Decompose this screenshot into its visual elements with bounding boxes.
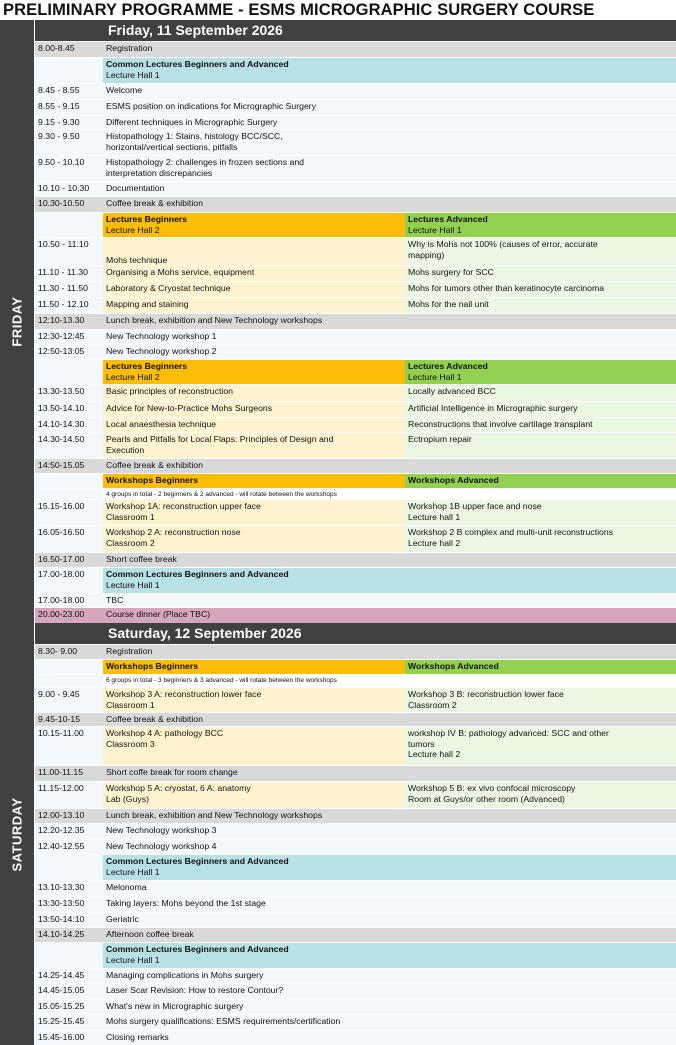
session-cell xyxy=(103,766,676,781)
schedule-row xyxy=(35,237,676,265)
advanced-cell xyxy=(405,526,676,552)
session-cell xyxy=(103,969,676,983)
schedule-row xyxy=(35,567,676,593)
time-cell: 12.00-13.10 xyxy=(35,809,103,823)
advanced-line: Mohs surgery for SCC xyxy=(408,267,494,277)
schedule-row xyxy=(35,1014,676,1030)
beginners-line: Workshop 5 A: cryostat, 6 A: anatomy xyxy=(106,783,251,793)
session-line: Lunch break, exhibition and New Technology workshops xyxy=(106,315,323,325)
advanced-line: Lecture hall 2 xyxy=(408,749,461,759)
advanced-line: Lecture hall 2 xyxy=(408,537,461,548)
beginners-line: Local anaesthesia technique xyxy=(106,419,217,429)
advanced-cell xyxy=(405,238,676,265)
session-line: Histopathology 1: Stains, histology BCC/SCC, xyxy=(106,131,283,141)
group-note: 6 groups in total - 3 beginners & 3 advanced - will rotate between the workshops xyxy=(106,677,337,684)
time-cell: 9.30 - 9.50 xyxy=(35,130,103,155)
time-cell: 17.00-18.00 xyxy=(35,568,103,593)
time-cell xyxy=(35,58,103,83)
advanced-cell xyxy=(405,402,676,417)
time-cell: 14.45-15.05 xyxy=(35,984,103,999)
session-line: ESMS position on indications for Micrographic Surgery xyxy=(106,101,317,111)
advanced-cell xyxy=(405,418,676,432)
schedule-row xyxy=(35,196,676,212)
schedule-row xyxy=(35,432,676,458)
schedule-row xyxy=(35,839,676,854)
advanced-cell xyxy=(405,385,676,401)
time-cell xyxy=(35,855,103,880)
beginners-heading: Workshops Beginners xyxy=(106,661,199,671)
time-cell: 15.15-16.00 xyxy=(35,500,103,525)
beginners-heading: Workshops Beginners xyxy=(106,475,199,485)
beginners-cell xyxy=(103,474,405,488)
time-cell: 8.00-8.45 xyxy=(35,42,103,57)
session-cell xyxy=(103,594,676,607)
advanced-line: Lecture hall 1 xyxy=(408,511,461,522)
advanced-cell xyxy=(405,474,676,488)
time-cell: 11.00-11.15 xyxy=(35,766,103,781)
time-cell: 11.10 - 11.30 xyxy=(35,266,103,281)
schedule-row xyxy=(35,552,676,567)
time-cell: 11.15-12.00 xyxy=(35,782,103,808)
schedule-row xyxy=(35,181,676,196)
session-cell xyxy=(103,58,676,83)
schedule-row xyxy=(35,401,676,417)
time-cell xyxy=(35,943,103,968)
beginners-line: Laboratory & Cryostat technique xyxy=(106,283,231,293)
time-cell: 12.40-12.55 xyxy=(35,840,103,854)
advanced-line: Locally advanced BCC xyxy=(408,386,496,396)
day-side-label-text: SATURDAY xyxy=(9,796,25,872)
advanced-line: Artificial Intelligence in Micrographic surgery xyxy=(408,403,578,413)
time-cell: 17.00-18.00 xyxy=(35,594,103,607)
schedule-row xyxy=(35,896,676,912)
session-heading: Common Lectures Beginners and Advanced xyxy=(106,59,289,69)
session-line: Closing remarks xyxy=(106,1032,169,1042)
schedule-row xyxy=(35,458,676,473)
schedule-row xyxy=(35,488,676,499)
session-line: Laser Scar Revision: How to restore Contour? xyxy=(106,985,284,995)
schedule-row xyxy=(35,942,676,968)
session-cell xyxy=(103,984,676,999)
advanced-line: Lecture Hall 1 xyxy=(408,371,462,382)
advanced-line: Mohs for the nail unit xyxy=(408,299,489,309)
advanced-line: workshop IV B: pathology advanced: SCC and other xyxy=(408,728,609,738)
session-cell xyxy=(103,840,676,854)
time-cell: 10.10 - 10.30 xyxy=(35,182,103,196)
beginners-line: Execution xyxy=(106,444,145,455)
session-cell xyxy=(103,459,676,473)
time-cell: 8.30- 9.00 xyxy=(35,645,103,659)
advanced-line: Room at Guys/or other room (Advanced) xyxy=(408,793,565,804)
time-cell: 9.00 - 9.45 xyxy=(35,688,103,712)
time-cell: 13.50-14.10 xyxy=(35,402,103,417)
session-line: Lecture Hall 1 xyxy=(106,69,160,80)
schedule-row xyxy=(35,999,676,1014)
session-heading: Common Lectures Beginners and Advanced xyxy=(106,856,289,866)
time-cell: 15.05-15.25 xyxy=(35,1000,103,1014)
advanced-line: Lecture Hall 1 xyxy=(408,224,462,235)
advanced-line: Workshop 3 B: reconstruction lower face xyxy=(408,689,564,699)
schedule-row xyxy=(35,674,676,687)
beginners-line: Workshop 4 A: pathology BCC xyxy=(106,728,224,738)
schedule-row xyxy=(35,329,676,344)
schedule-row xyxy=(35,115,676,129)
schedule-row xyxy=(35,880,676,896)
session-cell xyxy=(103,197,676,212)
day-side-label xyxy=(0,20,34,623)
schedule-row xyxy=(35,525,676,552)
time-cell xyxy=(35,360,103,384)
beginners-line: Mohs technique xyxy=(106,254,168,265)
session-line: Welcome xyxy=(106,85,143,95)
beginners-line: Basic principles of reconstruction xyxy=(106,386,233,396)
session-cell xyxy=(103,314,676,329)
beginners-cell xyxy=(103,282,405,297)
advanced-line: Workshop 1B upper face and nose xyxy=(408,501,542,511)
advanced-line: Workshop 5 B: ex vivo confocal microscopy xyxy=(408,783,576,793)
schedule-row xyxy=(35,212,676,237)
schedule-row xyxy=(35,927,676,942)
day-section-friday xyxy=(9,20,676,623)
schedule-row xyxy=(35,265,676,281)
session-line: Taking layers: Mohs beyond the 1st stage xyxy=(106,898,266,908)
schedule-row xyxy=(35,854,676,880)
day-section-saturday xyxy=(9,623,676,1045)
session-line: Afternoon coffee break xyxy=(106,929,194,939)
schedule-row xyxy=(35,359,676,384)
beginners-line: Classroom 1 xyxy=(106,511,155,522)
beginners-line: Pearls and Pitfalls for Local Flaps: Principles of Design and xyxy=(106,434,334,444)
session-line: interpretation discrepancies xyxy=(106,167,213,178)
session-line: Coffee break & exhibition xyxy=(106,714,203,724)
schedule-row xyxy=(35,968,676,983)
time-cell: 13:30-13:50 xyxy=(35,897,103,912)
session-line: Different techniques in Micrographic Surgery xyxy=(106,117,278,127)
session-cell xyxy=(103,553,676,567)
session-cell xyxy=(103,645,676,659)
advanced-cell xyxy=(405,360,676,384)
beginners-line: Organising a Mohs service, equipment xyxy=(106,267,255,277)
time-cell xyxy=(35,474,103,488)
page-title: PRELIMINARY PROGRAMME - ESMS MICROGRAPHIC SURGERY COURSE xyxy=(3,1,595,19)
schedule-row xyxy=(35,313,676,329)
session-line: Documentation xyxy=(106,183,165,193)
time-cell: 12.20-12.35 xyxy=(35,824,103,839)
advanced-heading: Workshops Advanced xyxy=(408,475,499,485)
time-cell: 12:10-13.30 xyxy=(35,314,103,329)
schedule-row xyxy=(35,344,676,359)
time-cell xyxy=(35,213,103,237)
advanced-line: tumors xyxy=(408,738,435,749)
session-line: Registration xyxy=(106,43,153,53)
time-cell: 10.30-10.50 xyxy=(35,197,103,212)
time-cell: 14.10-14.30 xyxy=(35,418,103,432)
time-cell: 15.25-15.45 xyxy=(35,1015,103,1030)
time-cell: 13:50-14:10 xyxy=(35,913,103,927)
beginners-line: Mapping and staining xyxy=(106,299,189,309)
beginners-cell xyxy=(103,298,405,313)
schedule-row xyxy=(35,281,676,297)
day-side-label xyxy=(0,623,34,1045)
time-cell: 14.10-14.25 xyxy=(35,928,103,942)
advanced-line: Workshop 2 B complex and multi-unit reconstructions xyxy=(408,527,614,537)
time-cell xyxy=(35,660,103,674)
session-cell xyxy=(103,855,676,880)
session-cell xyxy=(103,881,676,896)
time-cell: 16.05-16.50 xyxy=(35,526,103,552)
schedule-row xyxy=(35,41,676,57)
session-cell xyxy=(103,130,676,155)
beginners-line: Workshop 2 A: reconstruction nose xyxy=(106,527,241,537)
session-cell xyxy=(103,608,676,623)
session-line: What's new in Micrographic surgery xyxy=(106,1001,244,1011)
advanced-cell xyxy=(405,782,676,808)
time-cell: 12:50-13:05 xyxy=(35,345,103,359)
advanced-line: Why is Mohs not 100% (causes of error, accurate xyxy=(408,239,598,249)
time-cell: 10.50 - 11.10 xyxy=(35,238,103,265)
beginners-line: Lecture Hall 2 xyxy=(106,371,160,382)
beginners-cell xyxy=(103,360,405,384)
session-line: horizontal/vertical sections, pitfalls xyxy=(106,141,238,152)
session-line: New Technology workshop 2 xyxy=(106,346,217,356)
time-cell: 13.30-13.50 xyxy=(35,385,103,401)
session-cell xyxy=(103,330,676,344)
beginners-line: Classroom 1 xyxy=(106,699,155,710)
advanced-cell xyxy=(405,727,676,765)
beginners-cell xyxy=(103,688,405,712)
time-cell: 10.15-11.00 xyxy=(35,727,103,765)
day-header: Saturday, 12 September 2026 xyxy=(35,623,676,644)
advanced-cell xyxy=(405,500,676,525)
schedule-row xyxy=(35,99,676,115)
schedule-row xyxy=(35,659,676,674)
session-cell xyxy=(103,568,676,593)
session-cell xyxy=(103,1000,676,1014)
schedule-row xyxy=(35,417,676,432)
advanced-heading: Workshops Advanced xyxy=(408,661,499,671)
schedule-row xyxy=(35,384,676,401)
session-line: TBC xyxy=(106,595,124,605)
schedule-row xyxy=(35,687,676,712)
schedule-row xyxy=(35,1030,676,1045)
session-cell xyxy=(103,713,676,726)
advanced-line: mapping) xyxy=(408,249,445,260)
beginners-cell xyxy=(103,238,405,265)
time-cell: 14:50-15.05 xyxy=(35,459,103,473)
session-line: Registration xyxy=(106,646,153,656)
advanced-heading: Lectures Advanced xyxy=(408,361,488,371)
advanced-line: Mohs for tumors other than keratinocyte carcinoma xyxy=(408,283,605,293)
day-header: Friday, 11 September 2026 xyxy=(35,20,676,41)
time-cell: 16.50-17.00 xyxy=(35,553,103,567)
schedule-row xyxy=(35,983,676,999)
advanced-cell xyxy=(405,433,676,458)
beginners-cell xyxy=(103,660,405,674)
session-cell xyxy=(103,182,676,196)
schedule-row xyxy=(35,823,676,839)
beginners-line: Classroom 2 xyxy=(106,537,155,548)
advanced-line: Classroom 2 xyxy=(408,699,457,710)
time-cell: 11.30 - 11.50 xyxy=(35,282,103,297)
session-line: New Technology workshop 4 xyxy=(106,841,217,851)
schedule-row xyxy=(35,781,676,808)
session-cell xyxy=(103,345,676,359)
beginners-cell xyxy=(103,266,405,281)
beginners-line: Workshop 3 A: reconstruction lower face xyxy=(106,689,262,699)
beginners-line: Workshop 1A: reconstruction upper face xyxy=(106,501,261,511)
session-cell xyxy=(103,84,676,99)
session-cell xyxy=(103,116,676,129)
session-line: New Technology workshop 3 xyxy=(106,825,217,835)
beginners-cell xyxy=(103,213,405,237)
session-line: Coffee break & exhibition xyxy=(106,460,203,470)
beginners-cell xyxy=(103,418,405,432)
schedule-row xyxy=(35,473,676,488)
schedule-row xyxy=(35,765,676,781)
time-cell: 13.10-13.30 xyxy=(35,881,103,896)
advanced-cell xyxy=(405,660,676,674)
advanced-cell xyxy=(405,282,676,297)
session-line: Mohs surgery qualifications: ESMS requirements/certification xyxy=(106,1016,341,1026)
schedule-row xyxy=(35,607,676,623)
time-cell: 9.15 - 9.30 xyxy=(35,116,103,129)
session-line: Managing complications in Mohs surgery xyxy=(106,970,264,980)
group-note: 4 groups in total - 2 beginners & 2 advanced - will rotate between the workshops xyxy=(106,491,337,498)
advanced-cell xyxy=(405,213,676,237)
schedule-row xyxy=(35,57,676,83)
advanced-cell xyxy=(405,688,676,712)
beginners-heading: Lectures Beginners xyxy=(106,214,188,224)
session-line: Lunch break, exhibition and New Technology workshops xyxy=(106,810,323,820)
session-line: Geriatric xyxy=(106,914,139,924)
time-cell: 8.55 - 9.15 xyxy=(35,100,103,115)
session-cell xyxy=(103,1031,676,1045)
schedule-row xyxy=(35,808,676,823)
beginners-cell xyxy=(103,385,405,401)
schedule-row xyxy=(35,83,676,99)
schedule-row xyxy=(35,726,676,765)
day-side-label-text: FRIDAY xyxy=(9,296,25,347)
time-cell: 9.50 - 10.10 xyxy=(35,156,103,181)
session-line: Lecture Hall 1 xyxy=(106,866,160,877)
session-cell xyxy=(103,809,676,823)
beginners-line: Lecture Hall 2 xyxy=(106,224,160,235)
session-line: Short coffee break xyxy=(106,554,177,564)
session-cell xyxy=(103,943,676,968)
session-cell xyxy=(103,156,676,181)
time-cell: 11.50 - 12.10 xyxy=(35,298,103,313)
session-heading: Common Lectures Beginners and Advanced xyxy=(106,944,289,954)
session-cell xyxy=(103,42,676,57)
session-cell xyxy=(103,897,676,912)
programme xyxy=(0,20,676,1045)
beginners-cell xyxy=(103,402,405,417)
schedule-row xyxy=(35,912,676,927)
schedule-row xyxy=(35,593,676,607)
session-line: Course dinner (Place TBC) xyxy=(106,609,211,619)
session-cell xyxy=(103,913,676,927)
time-cell: 15.45-16.00 xyxy=(35,1031,103,1045)
session-cell xyxy=(103,100,676,115)
time-cell: 9.45-10-15 xyxy=(35,713,103,726)
schedule-row xyxy=(35,155,676,181)
beginners-cell xyxy=(103,526,405,552)
beginners-cell xyxy=(103,500,405,525)
time-cell: 20.00-23.00 xyxy=(35,608,103,623)
session-line: Lecture Hall 1 xyxy=(106,954,160,965)
session-line: New Technology workshop 1 xyxy=(106,331,217,341)
beginners-cell xyxy=(103,433,405,458)
time-cell xyxy=(35,489,103,499)
session-cell xyxy=(103,824,676,839)
schedule-row xyxy=(35,644,676,659)
advanced-cell xyxy=(405,298,676,313)
schedule-row xyxy=(35,129,676,155)
beginners-line: Lab (Guys) xyxy=(106,793,149,804)
session-cell xyxy=(103,1015,676,1030)
beginners-cell xyxy=(103,727,405,765)
session-cell xyxy=(103,928,676,942)
advanced-line: Ectropium repair xyxy=(408,434,472,444)
schedule-row xyxy=(35,297,676,313)
beginners-heading: Lectures Beginners xyxy=(106,361,188,371)
schedule-row xyxy=(35,712,676,726)
time-cell xyxy=(35,675,103,687)
time-cell: 8.45 - 8.55 xyxy=(35,84,103,99)
time-cell: 14.25-14.45 xyxy=(35,969,103,983)
advanced-line: Reconstructions that involve cartilage transplant xyxy=(408,419,593,429)
beginners-line: Classroom 3 xyxy=(106,738,155,749)
session-line: Lecture Hall 1 xyxy=(106,579,160,590)
advanced-cell xyxy=(405,266,676,281)
session-line: Melonoma xyxy=(106,882,147,892)
time-cell: 12:30-12:45 xyxy=(35,330,103,344)
session-line: Coffee break & exhibition xyxy=(106,198,203,208)
schedule-row xyxy=(35,499,676,525)
advanced-heading: Lectures Advanced xyxy=(408,214,488,224)
session-line: Histopathology 2: challenges in frozen sections and xyxy=(106,157,305,167)
session-heading: Common Lectures Beginners and Advanced xyxy=(106,569,289,579)
beginners-cell xyxy=(103,782,405,808)
time-cell: 14.30-14.50 xyxy=(35,433,103,458)
session-line: Short coffe break for room change xyxy=(106,767,238,777)
beginners-line: Advice for New-to-Practice Mohs Surgeons xyxy=(106,403,273,413)
